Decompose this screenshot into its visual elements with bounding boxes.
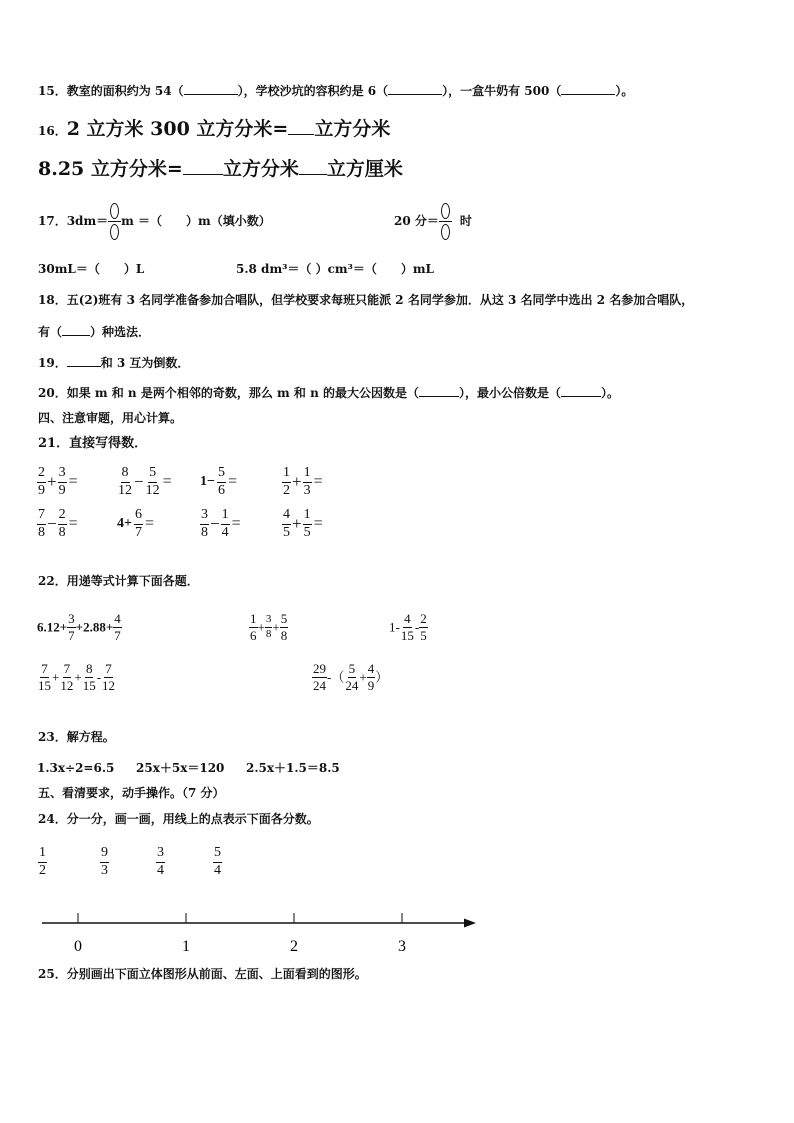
operator: ） bbox=[375, 669, 389, 685]
operator: - bbox=[414, 619, 420, 635]
question-text: 五(2)班有 3 名同学准备参加合唱队，但学校要求每班只能派 2 名同学参加．从这 3 名同学中选出 2 名参加合唱队， bbox=[66, 293, 694, 307]
question-text: 教室的面积约为 54（ bbox=[66, 84, 184, 98]
equation-1: 1.3x÷2=6.5 bbox=[37, 761, 115, 775]
q24-fraction-list bbox=[0, 846, 300, 890]
number-line[interactable] bbox=[30, 905, 490, 965]
answer-blank[interactable] bbox=[299, 174, 327, 175]
question-text: ），一盒牛奶有 500（ bbox=[442, 84, 562, 98]
mental-math-item bbox=[117, 463, 172, 501]
question-text: ）。 bbox=[615, 84, 634, 98]
question-text: ），最小公倍数是（ bbox=[458, 386, 561, 400]
calc-expression-5 bbox=[312, 658, 388, 697]
expression-text: +2.88+ bbox=[75, 619, 114, 635]
fraction: $\frac{1}{4}$ bbox=[221, 506, 229, 540]
question-17-part-c bbox=[38, 261, 144, 277]
number-line-label: 2 bbox=[290, 938, 298, 955]
question-24 bbox=[38, 811, 319, 827]
question-17-part-a bbox=[38, 203, 271, 240]
operator: + bbox=[292, 514, 302, 533]
fraction: $\frac{8}{12}$ bbox=[118, 464, 132, 498]
fraction: $\frac{2}{9}$ bbox=[38, 464, 45, 498]
calc-expression-2 bbox=[249, 608, 288, 647]
mental-math-item bbox=[200, 463, 237, 501]
section-title: 四、注意审题，用心计算。 bbox=[38, 411, 183, 425]
fraction: $\frac{3}{9}$ bbox=[58, 464, 66, 498]
mental-math-item bbox=[37, 463, 78, 501]
equals-sign: = bbox=[313, 473, 323, 490]
fraction: $\frac{7}{12}$ bbox=[102, 661, 116, 693]
question-16-line-1 bbox=[38, 117, 390, 141]
question-text: ）m（填小数） bbox=[186, 214, 271, 228]
expression-text: 1− bbox=[200, 474, 215, 489]
fraction: $\frac{7}{8}$ bbox=[38, 506, 45, 540]
equals-sign: = bbox=[162, 473, 172, 490]
question-number: 25． bbox=[38, 967, 67, 981]
question-text: m ＝（ bbox=[121, 214, 163, 228]
calc-expression-3 bbox=[389, 608, 428, 647]
operator: + bbox=[292, 472, 302, 491]
answer-blank[interactable] bbox=[561, 396, 601, 397]
question-number: 19． bbox=[38, 356, 67, 370]
fraction: $\frac{4}{9}$ bbox=[367, 661, 375, 693]
answer-blank[interactable] bbox=[288, 134, 314, 135]
fraction: $\frac{2}{5}$ bbox=[420, 611, 427, 643]
operator: − bbox=[134, 472, 144, 491]
fraction: $\frac{2}{8}$ bbox=[58, 506, 66, 540]
fraction: $\frac{3}{4}$ bbox=[157, 845, 164, 878]
operator: + bbox=[47, 472, 57, 491]
question-number: 18． bbox=[38, 293, 67, 307]
fraction: $\frac{4}{15}$ bbox=[400, 611, 414, 643]
q24-fraction bbox=[100, 846, 109, 878]
question-text: ），学校沙坑的容积约是 6（ bbox=[237, 84, 389, 98]
equals-sign: = bbox=[227, 473, 238, 490]
blank-fraction[interactable] bbox=[439, 203, 452, 240]
question-number: 22． bbox=[38, 574, 67, 588]
expression-text: 1- bbox=[389, 619, 400, 635]
fraction: $\frac{8}{15}$ bbox=[82, 661, 96, 693]
question-text: 和 3 互为倒数． bbox=[100, 356, 190, 370]
fraction: $\frac{1}{2}$ bbox=[39, 845, 46, 878]
question-text: 20 分＝ bbox=[394, 214, 439, 228]
question-text: 30mL＝（ ）L bbox=[38, 262, 145, 276]
question-text: 8.25 立方分米= bbox=[38, 158, 183, 180]
question-number: 17． bbox=[38, 214, 67, 228]
equation-3: 2.5x＋1.5＝8.5 bbox=[246, 761, 340, 775]
operator: + bbox=[359, 669, 367, 685]
question-text: ）种选法． bbox=[90, 325, 151, 339]
number-line-arrow bbox=[464, 919, 476, 928]
question-18-line-2 bbox=[38, 324, 150, 340]
answer-blank[interactable] bbox=[388, 94, 442, 95]
mental-math-item bbox=[282, 505, 323, 543]
fraction: $\frac{1}{2}$ bbox=[283, 464, 290, 498]
question-number: 24． bbox=[38, 812, 67, 826]
operator: − bbox=[47, 514, 57, 533]
expression-text: 6.12+ bbox=[37, 619, 68, 635]
fraction: $\frac{5}{6}$ bbox=[217, 464, 225, 498]
fraction: $\frac{9}{3}$ bbox=[101, 845, 108, 878]
mental-math-item bbox=[37, 505, 78, 543]
fraction: $\frac{1}{3}$ bbox=[303, 464, 311, 498]
fraction: $\frac{4}{5}$ bbox=[283, 506, 290, 540]
question-text: 3dm＝ bbox=[66, 214, 109, 228]
question-number: 15． bbox=[38, 84, 67, 98]
number-line-label: 1 bbox=[182, 938, 190, 955]
question-title: 分一分，画一画，用线上的点表示下面各分数。 bbox=[66, 812, 319, 826]
equals-sign: = bbox=[68, 515, 78, 532]
equals-sign: = bbox=[313, 515, 323, 532]
section-title: 五、看清要求，动手操作。（7 分） bbox=[38, 786, 225, 800]
fraction: $\frac{3}{8}$ bbox=[201, 506, 208, 540]
answer-blank[interactable] bbox=[419, 396, 459, 397]
question-text: 时 bbox=[459, 214, 472, 228]
question-20 bbox=[38, 385, 619, 401]
equation-2: 25x＋5x＝120 bbox=[136, 761, 225, 775]
equals-sign: = bbox=[231, 515, 241, 532]
question-25 bbox=[38, 966, 367, 982]
operator: + bbox=[272, 619, 280, 635]
operator: − bbox=[210, 514, 220, 533]
question-text: 5.8 dm³＝（ ）cm³＝（ ）mL bbox=[236, 262, 434, 276]
question-text: 立方分米 bbox=[314, 118, 391, 140]
question-title: 解方程。 bbox=[66, 730, 115, 744]
question-title: 用递等式计算下面各题． bbox=[66, 574, 199, 588]
mental-math-item bbox=[117, 505, 154, 543]
question-17-part-d bbox=[236, 261, 434, 277]
question-15 bbox=[38, 83, 633, 99]
number-line-label: 0 bbox=[74, 938, 82, 955]
section-5-heading bbox=[38, 785, 225, 801]
fraction: $\frac{1}{5}$ bbox=[303, 506, 311, 540]
operator: + bbox=[74, 669, 82, 685]
q24-fraction bbox=[213, 846, 222, 878]
equals-sign: = bbox=[68, 473, 78, 490]
question-text: 有（ bbox=[38, 325, 63, 339]
fraction: $\frac{7}{12}$ bbox=[60, 661, 74, 693]
question-text: 立方厘米 bbox=[326, 158, 403, 180]
number-line-label: 3 bbox=[398, 938, 406, 955]
q24-fraction bbox=[38, 846, 47, 878]
question-text: 2 立方米 300 立方分米= bbox=[66, 118, 289, 140]
question-19 bbox=[38, 355, 189, 371]
question-17-part-b bbox=[394, 203, 472, 240]
fraction: $\frac{5}{8}$ bbox=[280, 611, 288, 643]
equals-sign: = bbox=[144, 515, 155, 532]
question-18 bbox=[38, 292, 693, 308]
fraction: $\frac{5}{24}$ bbox=[345, 661, 359, 693]
blank-fraction[interactable] bbox=[108, 203, 121, 240]
mental-math-item bbox=[282, 463, 323, 501]
answer-blank[interactable] bbox=[561, 94, 615, 95]
fraction: $\frac{29}{24}$ bbox=[313, 661, 326, 693]
question-title: 分别画出下面立体图形从前面、左面、上面看到的图形。 bbox=[66, 967, 367, 981]
question-number: 23． bbox=[38, 730, 67, 744]
question-number: 16． bbox=[38, 124, 67, 138]
fraction: $\frac{7}{15}$ bbox=[38, 661, 51, 693]
question-text: 如果 m 和 n 是两个相邻的奇数，那么 m 和 n 的最大公因数是（ bbox=[66, 386, 419, 400]
question-16-line-2 bbox=[38, 157, 403, 181]
calc-expression-4 bbox=[37, 658, 116, 697]
fraction: $\frac{5}{12}$ bbox=[145, 464, 160, 498]
fraction: $\frac{5}{4}$ bbox=[214, 845, 221, 878]
question-21 bbox=[38, 436, 147, 452]
fraction: $\frac{6}{7}$ bbox=[134, 506, 142, 540]
answer-blank[interactable] bbox=[67, 366, 101, 367]
operator: - bbox=[96, 669, 102, 685]
expression-text: 4+ bbox=[117, 516, 132, 531]
fraction: $\frac{4}{7}$ bbox=[114, 611, 121, 643]
question-title: 直接写得数． bbox=[69, 436, 148, 451]
q24-fraction bbox=[156, 846, 165, 878]
operator: + bbox=[257, 619, 265, 635]
question-23 bbox=[38, 729, 115, 745]
operator: + bbox=[52, 669, 60, 685]
mental-math-item bbox=[200, 505, 241, 543]
answer-blank[interactable] bbox=[62, 335, 90, 336]
question-number: 21． bbox=[38, 436, 70, 451]
question-text: ）。 bbox=[601, 386, 620, 400]
calc-expression-1 bbox=[37, 608, 122, 647]
section-4-heading bbox=[38, 410, 182, 426]
operator: -（ bbox=[327, 669, 345, 685]
question-text: 立方分米 bbox=[222, 158, 299, 180]
fraction: $\frac{1}{6}$ bbox=[250, 611, 257, 643]
answer-blank[interactable] bbox=[183, 174, 223, 175]
fraction: $\frac{3}{7}$ bbox=[68, 611, 75, 643]
fraction: $\frac{3}{8}$ bbox=[265, 613, 272, 640]
question-number: 20． bbox=[38, 386, 67, 400]
answer-blank[interactable] bbox=[184, 94, 238, 95]
question-22 bbox=[38, 573, 199, 589]
